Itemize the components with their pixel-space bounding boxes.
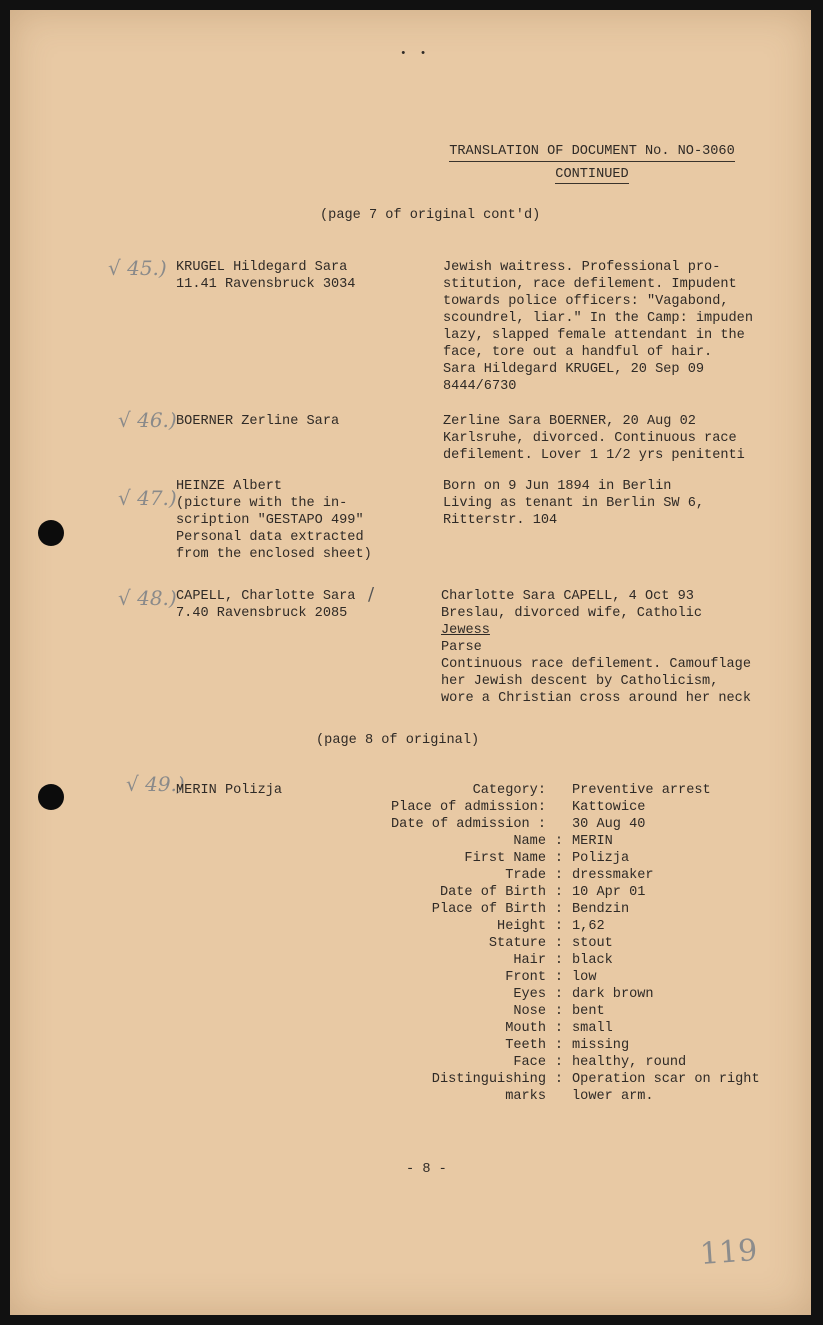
detail-row: [380, 969, 760, 986]
text-line: Living as tenant in Berlin SW 6,: [443, 496, 705, 511]
detail-label: Hair: [513, 953, 546, 968]
detail-separator: :: [554, 834, 564, 849]
detail-label: Front: [505, 970, 546, 985]
footer-page-number: - 8 -: [406, 1162, 447, 1177]
entry-46-name: BOERNER Zerline Sara: [176, 414, 340, 429]
detail-separator: [546, 799, 572, 816]
detail-label: Face: [513, 1055, 546, 1070]
detail-value: MERIN: [572, 834, 613, 849]
detail-row: [380, 1071, 760, 1088]
detail-value: stout: [572, 936, 613, 951]
entry-45-camp: 11.41 Ravensbruck 3034: [176, 277, 356, 292]
text-line: her Jewish descent by Catholicism,: [441, 674, 719, 689]
detail-separator: [546, 816, 572, 833]
detail-label: Name: [513, 834, 546, 849]
entry-48-description: [441, 588, 751, 707]
text-line-underlined: Jewess: [441, 623, 490, 638]
page-reference-7: (page 7 of original cont'd): [320, 208, 541, 223]
detail-label: Date of Birth: [439, 885, 546, 900]
entry-48-left: [176, 588, 355, 622]
text-line: defilement. Lover 1 1/2 yrs penitenti: [443, 448, 745, 463]
detail-value: 10 Apr 01: [572, 885, 646, 900]
text-line: Charlotte Sara CAPELL, 4 Oct 93: [441, 589, 694, 604]
detail-label: Trade: [505, 868, 546, 883]
detail-value: healthy, round: [572, 1055, 687, 1070]
detail-label: marks: [505, 1089, 546, 1104]
entry-45-description: [443, 259, 753, 395]
detail-row: [380, 782, 760, 799]
detail-row: [380, 867, 760, 884]
document-page: [10, 10, 811, 1315]
text-line: 8444/6730: [443, 379, 517, 394]
pencil-check-49: √ 49.): [126, 772, 185, 796]
pencil-check-48: √ 48.): [118, 586, 177, 610]
entry-48-name: CAPELL, Charlotte Sara: [176, 589, 356, 604]
entry-46-left: [176, 413, 339, 430]
detail-separator: :: [554, 885, 564, 900]
text-line: Born on 9 Jun 1894 in Berlin: [443, 479, 672, 494]
title-line-1: TRANSLATION OF DOCUMENT No. NO-3060: [449, 143, 735, 162]
detail-separator: :: [554, 1021, 564, 1036]
detail-row: [380, 935, 760, 952]
text-line: towards police officers: "Vagabond,: [443, 294, 729, 309]
top-marks: • •: [400, 48, 427, 60]
detail-value: missing: [572, 1038, 630, 1053]
entry-45-left: [176, 259, 355, 293]
detail-row: [380, 1020, 760, 1037]
detail-label: Teeth: [505, 1038, 546, 1053]
detail-value: Polizja: [572, 851, 630, 866]
text-line: Zerline Sara BOERNER, 20 Aug 02: [443, 414, 696, 429]
detail-separator: :: [554, 1072, 564, 1087]
title-line-2: CONTINUED: [555, 167, 629, 182]
detail-label: Nose: [513, 1004, 546, 1019]
detail-row: [380, 901, 760, 918]
pencil-check-47: √ 47.): [118, 486, 177, 510]
detail-row: [380, 884, 760, 901]
detail-separator: :: [554, 868, 564, 883]
detail-separator: [546, 1088, 572, 1105]
detail-separator: :: [554, 1004, 564, 1019]
text-line: Breslau, divorced wife, Catholic: [441, 606, 703, 621]
detail-row: [380, 1003, 760, 1020]
detail-label: Date of admission :: [391, 817, 546, 832]
detail-label: Place of admission:: [391, 800, 546, 815]
entry-49-left: [176, 782, 282, 799]
detail-separator: :: [554, 851, 564, 866]
detail-separator: :: [554, 953, 564, 968]
detail-value: lower arm.: [572, 1089, 654, 1104]
page-reference-8: (page 8 of original): [316, 733, 480, 748]
detail-value: low: [572, 970, 597, 985]
detail-row: [380, 986, 760, 1003]
detail-separator: [546, 782, 572, 799]
entry-47-description: [443, 478, 704, 529]
detail-value: bent: [572, 1004, 605, 1019]
entry-46-description: [443, 413, 745, 464]
text-line: face, tore out a handful of hair.: [443, 345, 713, 360]
text-line: scoundrel, liar." In the Camp: impuden: [443, 311, 753, 326]
text-line: wore a Christian cross around her neck: [441, 691, 751, 706]
detail-row: [380, 833, 760, 850]
text-line: Karlsruhe, divorced. Continuous race: [443, 431, 737, 446]
detail-value: Bendzin: [572, 902, 630, 917]
detail-label: Eyes: [513, 987, 546, 1002]
detail-value: black: [572, 953, 613, 968]
detail-label: Place of Birth: [431, 902, 546, 917]
detail-value: 30 Aug 40: [572, 817, 646, 832]
detail-separator: :: [554, 1038, 564, 1053]
text-line: Parse: [441, 640, 482, 655]
text-line: Personal data extracted: [176, 530, 364, 545]
entry-48-camp: 7.40 Ravensbruck 2085: [176, 606, 348, 621]
detail-separator: :: [554, 936, 564, 951]
entry-49-name: MERIN Polizja: [176, 783, 283, 798]
detail-value: 1,62: [572, 919, 605, 934]
punch-hole-top: [38, 520, 64, 546]
detail-separator: :: [554, 1055, 564, 1070]
detail-separator: :: [554, 919, 564, 934]
detail-label: First Name: [464, 851, 546, 866]
detail-label: Stature: [488, 936, 546, 951]
detail-separator: :: [554, 902, 564, 917]
personal-details-table: [380, 782, 760, 1105]
detail-value: Preventive arrest: [572, 783, 711, 798]
detail-value: dressmaker: [572, 868, 654, 883]
text-line: from the enclosed sheet): [176, 547, 372, 562]
detail-row: [380, 850, 760, 867]
text-line: Ritterstr. 104: [443, 513, 558, 528]
detail-row: [380, 952, 760, 969]
entry-47-left: [176, 478, 372, 563]
text-line: Jewish waitress. Professional pro-: [443, 260, 721, 275]
detail-row: [380, 816, 760, 833]
entry-45-name: KRUGEL Hildegard Sara: [176, 260, 348, 275]
text-line: stitution, race defilement. Impudent: [443, 277, 737, 292]
entry-47-name: HEINZE Albert: [176, 479, 283, 494]
document-title: [446, 143, 738, 184]
pencil-check-45: √ 45.): [108, 256, 167, 280]
detail-row: [380, 1054, 760, 1071]
detail-row: [380, 918, 760, 935]
detail-value: Operation scar on right: [572, 1072, 760, 1087]
text-line: Sara Hildegard KRUGEL, 20 Sep 09: [443, 362, 705, 377]
punch-hole-bottom: [38, 784, 64, 810]
detail-label: Distinguishing: [431, 1072, 546, 1087]
detail-value: dark brown: [572, 987, 654, 1002]
text-line: Continuous race defilement. Camouflage: [441, 657, 751, 672]
detail-value: small: [572, 1021, 613, 1036]
text-line: lazy, slapped female attendant in the: [443, 328, 745, 343]
detail-value: Kattowice: [572, 800, 646, 815]
detail-separator: :: [554, 987, 564, 1002]
detail-separator: :: [554, 970, 564, 985]
pencil-check-46: √ 46.): [118, 408, 177, 432]
archive-page-number: 119: [698, 1233, 759, 1272]
detail-label: Category:: [472, 783, 546, 798]
text-line: scription "GESTAPO 499": [176, 513, 364, 528]
detail-label: Mouth: [505, 1021, 546, 1036]
detail-row: [380, 1037, 760, 1054]
detail-row: [380, 799, 760, 816]
detail-row: [380, 1088, 760, 1105]
detail-label: Height: [497, 919, 546, 934]
pencil-slash-mark: /: [368, 584, 375, 605]
text-line: (picture with the in-: [176, 496, 348, 511]
